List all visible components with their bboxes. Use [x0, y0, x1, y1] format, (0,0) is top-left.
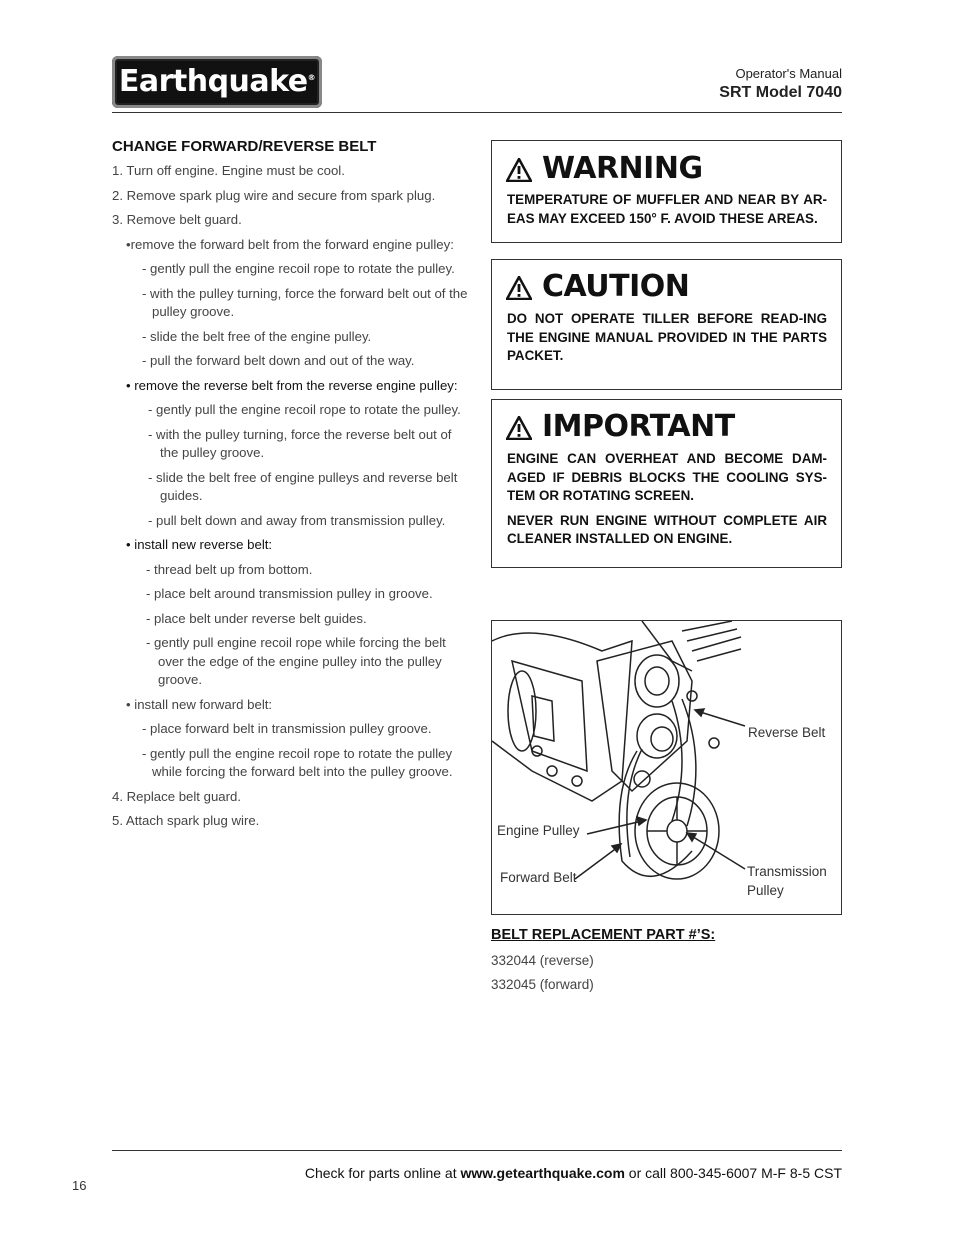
step-bullet: • install new reverse belt:: [126, 537, 273, 552]
caution-text: DO NOT OPERATE TILLER BEFORE READ-ING THE ENGINE MANUAL PROVIDED IN THE PARTS PACKET.: [507, 311, 827, 363]
warning-text: TEMPERATURE OF MUFFLER AND NEAR BY AR-EAS MAY EXCEED 150° F. AVOID THESE AREAS.: [507, 192, 827, 226]
step-dash: - place belt around transmission pulley in groove.: [146, 586, 433, 601]
step-dash: - slide the belt free of engine pulleys and reverse belt guides.: [148, 469, 458, 503]
instruction-steps: [112, 162, 472, 837]
earthquake-logo: [112, 56, 322, 108]
step-bullet: • install new forward belt:: [126, 696, 273, 712]
caution-title: CAUTION: [542, 269, 690, 304]
important-text-1: ENGINE CAN OVERHEAT AND BECOME DAM-AGED IF DEBRIS BLOCKS THE COOLING SYS-TEM OR ROTATING SCREEN.: [507, 451, 827, 503]
header-divider: [112, 112, 842, 113]
step-dash: - gently pull the engine recoil rope to rotate the pulley.: [142, 261, 455, 276]
step-dash: - place forward belt in transmission pulley groove.: [142, 721, 432, 736]
label-reverse-belt: Reverse Belt: [748, 725, 826, 740]
step-dash: - thread belt up from bottom.: [146, 561, 313, 577]
part-reverse: 332044 (reverse): [491, 953, 594, 968]
step-dash: - pull belt down and away from transmission pulley.: [148, 512, 446, 528]
page-number: 16: [72, 1178, 87, 1193]
label-pulley: Pulley: [747, 883, 784, 898]
step-bullet: • remove the reverse belt from the reverse engine pulley:: [126, 377, 458, 393]
section-title: CHANGE FORWARD/REVERSE BELT: [112, 138, 377, 155]
step-dash: - with the pulley turning, force the forward belt out of the pulley groove.: [142, 285, 468, 319]
caution-triangle-icon: [506, 276, 532, 300]
important-title: IMPORTANT: [542, 409, 735, 444]
step: 1. Turn off engine. Engine must be cool.: [112, 163, 345, 178]
step-dash: - with the pulley turning, force the reverse belt out of the pulley groove.: [148, 426, 452, 460]
important-triangle-icon: [506, 416, 532, 440]
label-transmission: Transmission: [747, 864, 827, 879]
important-box: [491, 399, 842, 568]
warning-box: [491, 140, 842, 243]
step: 4. Replace belt guard.: [112, 788, 242, 804]
step-bullet: •remove the forward belt from the forward engine pulley:: [126, 236, 454, 252]
caution-box: [491, 259, 842, 390]
belt-diagram: [491, 620, 842, 915]
footer-divider: [112, 1150, 842, 1151]
step: 2. Remove spark plug wire and secure from spark plug.: [112, 187, 436, 203]
label-forward-belt: Forward Belt: [500, 870, 577, 885]
step: 3. Remove belt guard.: [112, 212, 242, 227]
important-text-2: NEVER RUN ENGINE WITHOUT COMPLETE AIR CLEANER INSTALLED ON ENGINE.: [507, 512, 827, 546]
step-dash: - gently pull engine recoil rope while forcing the belt over the edge of the engine pulley into the pulley groove.: [146, 635, 446, 687]
parts-title: BELT REPLACEMENT PART #’S:: [491, 927, 716, 943]
footer-text: Check for parts online at www.getearthquake.com or call 800-345-6007 M-F 8-5 CST: [304, 1165, 842, 1181]
step: 5. Attach spark plug wire.: [112, 813, 260, 828]
logo-text: Earthquake®: [118, 64, 316, 99]
step-dash: - gently pull the engine recoil rope to rotate the pulley while forcing the forward belt into the pulley groove.: [142, 745, 453, 779]
doc-type: Operator's Manual: [735, 66, 842, 81]
step-dash: - gently pull the engine recoil rope to rotate the pulley.: [148, 402, 461, 417]
step-dash: - pull the forward belt down and out of the way.: [142, 353, 415, 368]
step-dash: - slide the belt free of the engine pulley.: [142, 328, 372, 344]
part-forward: 332045 (forward): [491, 977, 594, 992]
step-dash: - place belt under reverse belt guides.: [146, 610, 367, 626]
warning-title: WARNING: [542, 151, 703, 186]
label-engine-pulley: Engine Pulley: [497, 823, 580, 838]
website-link[interactable]: www.getearthquake.com: [460, 1165, 625, 1181]
warning-triangle-icon: [506, 158, 532, 182]
model-title: SRT Model 7040: [719, 84, 842, 101]
